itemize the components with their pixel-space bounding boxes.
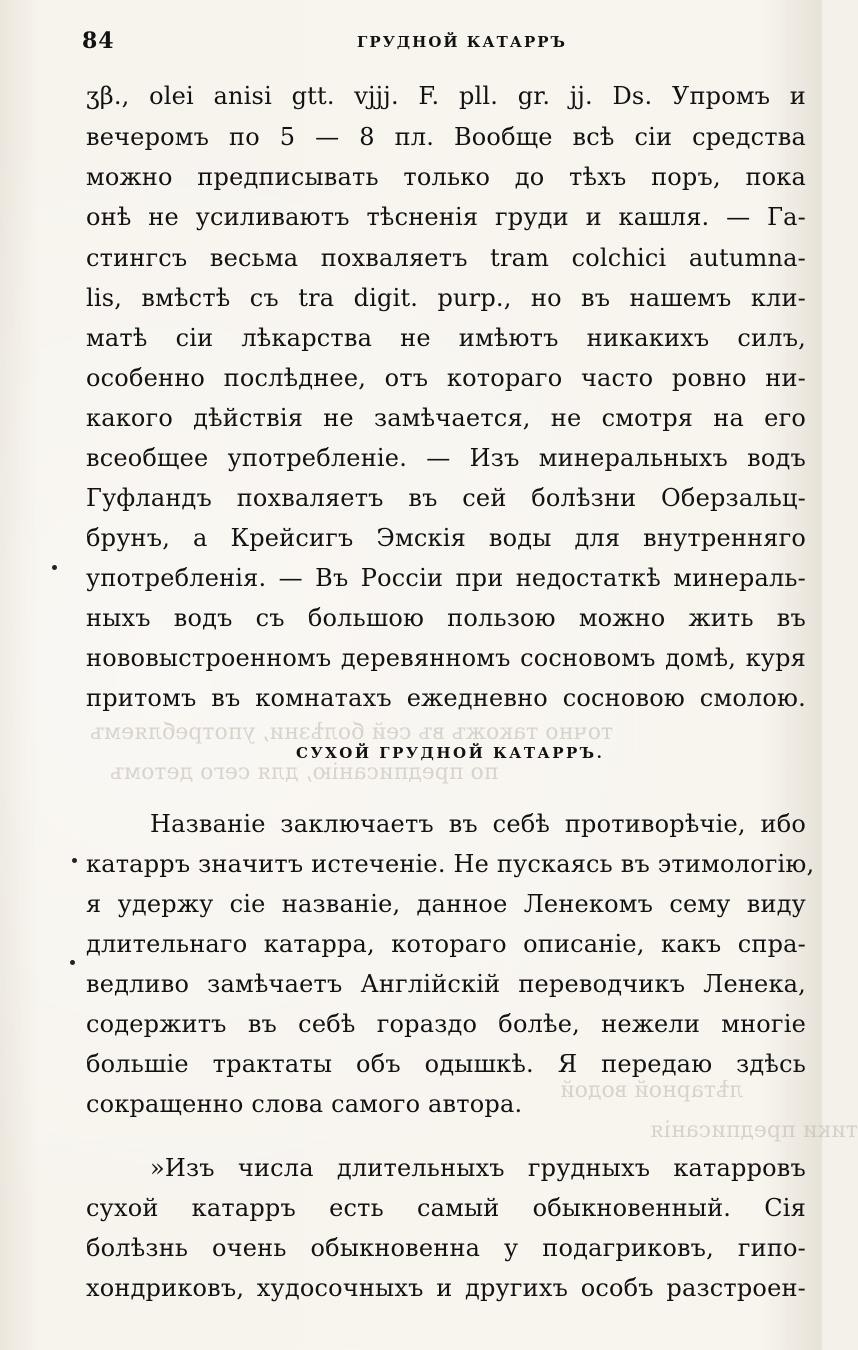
text-line: »Изъ числа длительныхъ грудныхъ катарровъ [150,1154,806,1182]
ink-speck [52,565,57,570]
text-line: вечеромъ по 5 — 8 пл. Вообще всѣ сіи средства [86,123,806,151]
show-through-text: тики предписанія [650,1118,858,1143]
page-header [82,28,802,60]
ink-speck [70,960,75,965]
text-line: ведливо замѣчаетъ Англійскій переводчикъ Ленека, [86,970,806,998]
text-line: содержитъ въ себѣ гораздо болѣе, нежели многіе [86,1010,806,1038]
text-line: матѣ сіи лѣкарства не имѣютъ никакихъ силъ, [86,324,806,352]
text-line: можно предписывать только до тѣхъ поръ, пока [86,163,806,191]
text-line: я удержу сіе названіе, данное Ленекомъ сему виду [86,890,806,918]
text-line: притомъ въ комнатахъ ежедневно сосновою смолою. [86,684,806,712]
text-line: сокращенно слова самого автора. [86,1090,523,1118]
text-line: сухой катарръ есть самый обыкновенный. Сія [86,1194,806,1222]
text-line: хондриковъ, худосочныхъ и другихъ особъ разстроен- [86,1274,806,1302]
text-line: брунъ, а Крейсигъ Эмскія воды для внутренняго [86,524,806,552]
text-line: Гуфландъ похваляетъ въ сей болѣзни Оберзальц- [86,484,806,512]
text-line: особенно послѣднее, отъ котораго часто ровно ни- [86,364,806,392]
ink-speck [72,858,77,863]
text-line: употребленія. — Въ Россіи при недостаткѣ минераль- [86,564,806,592]
text-line: всеобщее употребленіе. — Изъ минеральныхъ водъ [86,444,806,472]
text-line: болѣзнь очень обыкновенна у подагриковъ, гипо- [86,1234,806,1262]
text-line: ʒβ., olei anisi gtt. vjjj. F. pll. gr. jj. Ds. Упромъ и [86,82,806,110]
text-line: онѣ не усиливаютъ тѣсненія груди и кашля. — Га- [86,203,806,231]
text-line: катарръ значитъ истеченіе. Не пускаясь въ этимологію, [86,850,815,878]
page-number: 84 [82,28,115,54]
text-line: нововыстроенномъ деревянномъ сосновомъ домѣ, куря [86,644,806,672]
section-title: СУХОЙ ГРУДНОЙ КАТАРРЪ. [296,744,605,762]
show-through-text: точно такожъ въ сей болѣзни, употребляемъ [90,720,614,745]
text-line: ныхъ водъ съ большою пользою можно жить въ [86,604,806,632]
show-through-text: лѣтарной водой [560,1078,744,1103]
show-through-text: по предписанію, для сего детомъ [110,760,499,785]
text-line: стингсъ весьма похваляетъ tram colchici autumna- [86,244,806,272]
text-line: большіе трактаты объ одышкѣ. Я передаю здѣсь [86,1050,806,1078]
text-line: Названіе заключаетъ въ себѣ противорѣчіе, ибо [150,810,806,838]
text-line: длительнаго катарра, котораго описаніе, какъ спра- [86,930,806,958]
running-head: ГРУДНОЙ КАТАРРЪ [357,33,567,51]
text-line: lis, вмѣстѣ съ tra digit. purp., но въ нашемъ кли- [86,284,806,312]
text-line: какого дѣйствія не замѣчается, не смотря на его [86,404,806,432]
